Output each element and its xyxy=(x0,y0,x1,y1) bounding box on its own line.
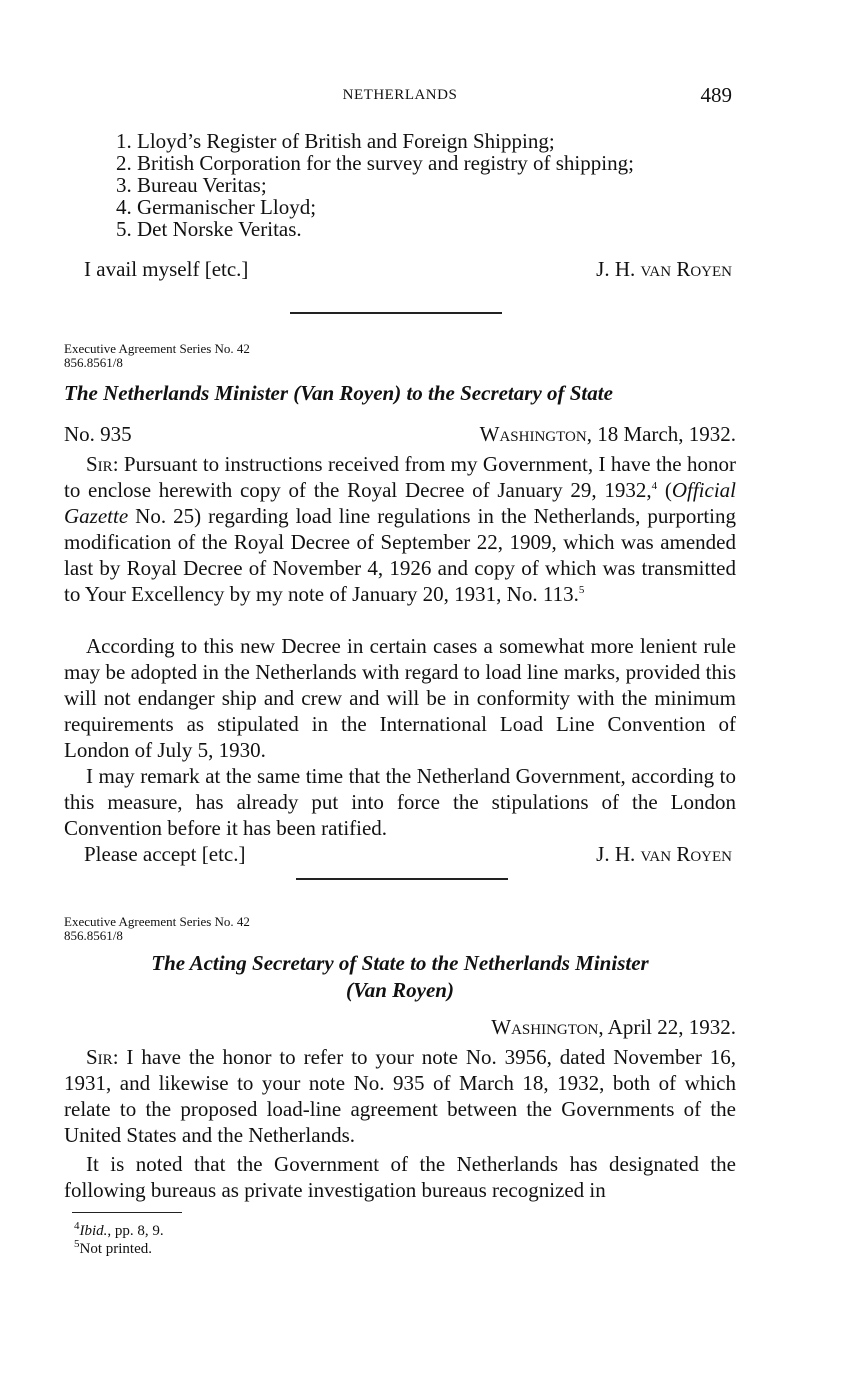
date: , 18 March, 1932. xyxy=(586,422,736,446)
dateline-2 xyxy=(64,1015,736,1041)
place: Washington xyxy=(479,422,587,446)
list-item: 2. British Corporation for the survey and registry of shipping; xyxy=(116,151,634,175)
heading-line: (Van Royen) xyxy=(346,978,454,1002)
file-number: 856.8561/8 xyxy=(64,355,123,370)
place-date xyxy=(480,422,736,447)
section-divider xyxy=(296,878,508,880)
running-head-title: NETHERLANDS xyxy=(342,87,458,103)
footnote-ital: Ibid. xyxy=(79,1223,108,1239)
signature xyxy=(596,842,732,867)
footnote-mark: 4 xyxy=(74,1220,80,1232)
footnote-divider xyxy=(72,1212,182,1213)
footnote-ref: 5 xyxy=(578,584,585,596)
series-reference-1 xyxy=(64,342,250,370)
list-item: 5. Det Norske Veritas. xyxy=(116,217,302,241)
signature xyxy=(596,257,732,282)
closing-text: I avail myself [etc.] xyxy=(84,257,249,281)
paragraph xyxy=(64,1151,736,1203)
footnotes xyxy=(74,1222,164,1258)
signature-name: van Royen xyxy=(640,257,732,281)
section-divider xyxy=(290,312,502,314)
closing-text: Please accept [etc.] xyxy=(84,842,246,866)
footnote-text: Not printed. xyxy=(79,1241,152,1257)
paragraph-text: It is noted that the Government of the Netherlands has designated the following bureaus as private investigation bureaus recognized in xyxy=(64,1152,736,1202)
dateline-1 xyxy=(64,422,736,448)
footnote-ref: 4 xyxy=(651,480,658,492)
gazette-title: Official Gazette xyxy=(64,478,736,528)
paragraph-text: I may remark at the same time that the Netherland Government, according to this measure, has already put into force the stipulations of the London Convention before it has been ratified. xyxy=(64,764,736,840)
list-item: 3. Bureau Veritas; xyxy=(116,173,267,197)
paragraph xyxy=(64,451,736,607)
date: , April 22, 1932. xyxy=(598,1015,736,1039)
signature-initials: J. H. xyxy=(596,842,636,866)
paragraph-text: No. 25) regarding load line regulations in the Netherlands, purporting modification of the Royal Decree of September 22, 1909, which was amended last by Royal Decree of November 4, 1926 and copy of which was transmitted to Your Excellency by my note of January 20, 1931, No. 113. xyxy=(64,504,736,606)
list-item: 1. Lloyd’s Register of British and Foreign Shipping; xyxy=(116,129,555,153)
file-number: 856.8561/8 xyxy=(64,928,123,943)
place-date xyxy=(491,1015,736,1040)
footnote-4 xyxy=(74,1222,164,1240)
paragraph-text: According to this new Decree in certain cases a somewhat more lenient rule may be adopted in the Netherlands with regard to load line marks, provided this will not endanger ship and crew and will be in conformity with the minimum requirements as stipulated in the International Load Line Convention of London of July 5, 1930. xyxy=(64,634,736,762)
signature-name: van Royen xyxy=(640,842,732,866)
document-heading-1: The Netherlands Minister (Van Royen) to the Secretary of State xyxy=(64,381,613,405)
running-head xyxy=(64,83,736,109)
bureau-list xyxy=(116,130,756,240)
page-number: 489 xyxy=(700,83,732,107)
paragraph xyxy=(64,1044,736,1148)
place: Washington xyxy=(491,1015,599,1039)
paragraph xyxy=(64,763,736,841)
closing-line-2 xyxy=(64,842,736,868)
salutation: Sir xyxy=(86,1045,113,1069)
series-reference-2 xyxy=(64,915,250,943)
list-item: 4. Germanischer Lloyd; xyxy=(116,195,317,219)
salutation: Sir xyxy=(86,452,113,476)
paragraph-text: : Pursuant to instructions received from my Government, I have the honor to enclose herewith copy of the Royal Decree of January 29, 1932, xyxy=(64,452,736,502)
series-number: Executive Agreement Series No. 42 xyxy=(64,914,250,929)
note-number: No. 935 xyxy=(64,422,132,446)
footnote-mark: 5 xyxy=(74,1238,80,1250)
signature-initials: J. H. xyxy=(596,257,636,281)
paragraph-text: ( xyxy=(657,478,672,502)
footnote-5 xyxy=(74,1240,164,1258)
paragraph xyxy=(64,633,736,763)
footnote-text: , pp. 8, 9. xyxy=(107,1223,164,1239)
paragraph-text: : I have the honor to refer to your note No. 3956, dated November 16, 1931, and likewise to your note No. 935 of March 18, 1932, both of which relate to the proposed load-line agreement between the Governments of the United States and the Netherlands. xyxy=(64,1045,736,1147)
document-heading-2 xyxy=(64,950,736,1004)
closing-line-1 xyxy=(64,257,736,283)
heading-line: The Acting Secretary of State to the Netherlands Minister xyxy=(151,951,649,975)
series-number: Executive Agreement Series No. 42 xyxy=(64,341,250,356)
